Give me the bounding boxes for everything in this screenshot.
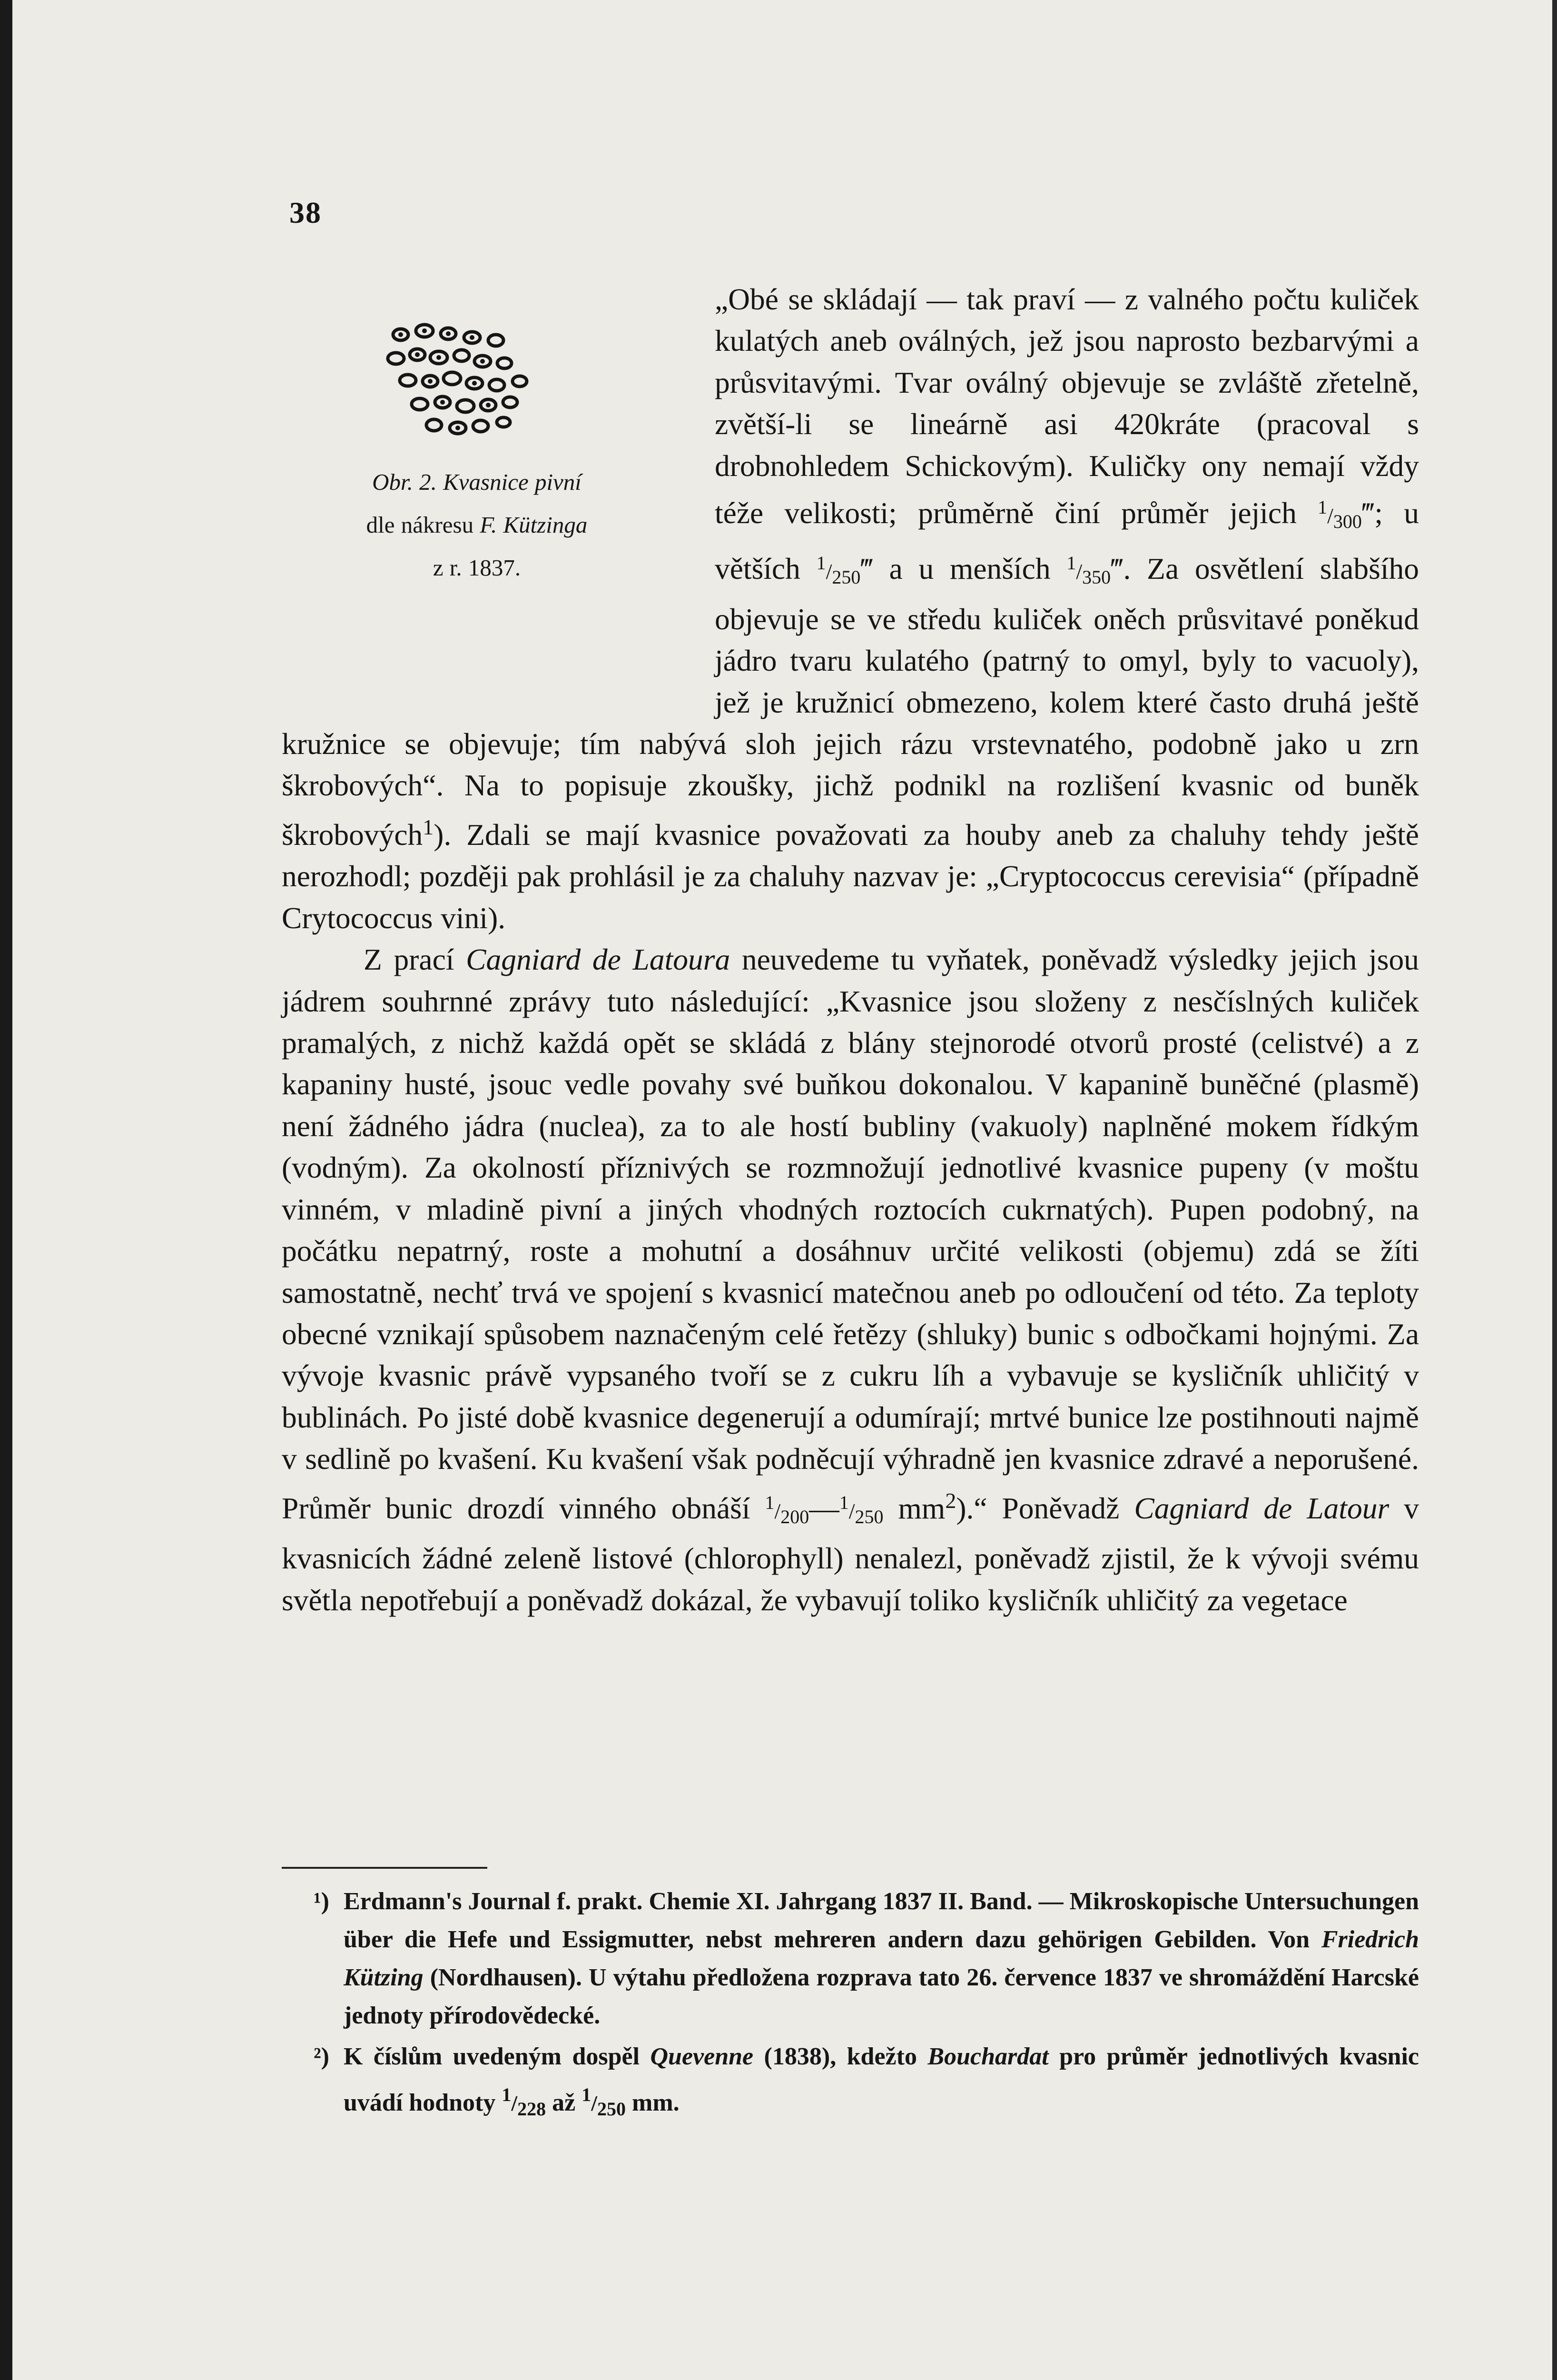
p2-b: neuvedeme tu vyňatek, poněvadž výsledky jejich jsou jádrem souhrnné zprávy tuto následující: „Kvasnice jsou složeny z nesčíslných kuliček pramalých, z nichž každá opět se skládá z blány stejnorodé otvorů prosté (celistvé) a z kapaniny husté, jsouc vedle povahy své buňkou dokonalou. V kapanině buněčné (plasmě) není žádného jádra (nuclea), za to ale hostí bubliny (vakuoly) naplněné mokem řídkým (vodným). Za okolností příznivých se rozmnožují jednotlivé kvasnice pupeny (v moštu vinném, v mladině pivní a jiných vhodných roztocích cukrnatých). Pupen podobný, na počátku nepatrný, roste a mohutní a dosáhnuv určité velikosti (objemu) zdá se žíti samostatně, nechť trvá ve spojení s kvasnicí matečnou aneb po odloučení od této. Za teploty obecné vznikají spůsobem naznačeným celé řetězy (shluky) bunic s odbočkami hojnými. Za vývoje kvasnic právě vypsaného tvoří se z cukru líh a vybavuje se kysličník uhličitý v bublinách. Po jisté době kvasnice degenerují a odumírají; mrtvé bunice lze postihnouti najmě v sedlině po kvašení. Ku kvašení však podněcují výhradně jen kvasnice zdravé a neporušené. Průměr bunic drozdí vinného obnáší	[282, 942, 1419, 1525]
footnote-text: mm.	[626, 2089, 680, 2116]
fraction-denominator: 250	[855, 1506, 884, 1527]
figure-yeast	[272, 320, 696, 692]
footnote-text: K číslům uvedeným dospěl	[344, 2043, 650, 2070]
fraction-denominator: 228	[517, 2098, 546, 2120]
footnote-text: až	[546, 2089, 582, 2116]
footnote-2	[282, 2038, 1419, 2128]
fraction-numerator: 1	[581, 2084, 591, 2105]
fraction-numerator: 1	[765, 1491, 775, 1513]
footnote-mark: ²)	[314, 2043, 329, 2070]
fraction-denominator: 250	[832, 566, 861, 588]
footnote-text: (Nordhausen). U výtahu předložena rozprava tato 26. července 1837 ve shromáždění Harcské jednoty přírodovědecké.	[344, 1964, 1419, 2029]
footnote-ref-2: 2	[945, 1488, 956, 1513]
fraction-numerator: 1	[502, 2084, 512, 2105]
footnote-body	[344, 1883, 1419, 2035]
fraction-numerator: 1	[1318, 496, 1328, 518]
figure-caption	[272, 461, 681, 589]
fraction-numerator: 1	[1066, 552, 1076, 574]
footnote-text: pro průměr jednotlivých kvasnic uvádí hodnoty	[344, 2043, 1419, 2116]
footnote-divider	[282, 1867, 487, 1869]
p1-lead: „Obé se skládají — tak praví — z valného počtu kuliček kulatých aneb oválných, jež jsou naprosto bezbarvými a průsvitavými. Tvar oválný objevuje se zvláště zřetelně, zvětší-li se lineárně asi 420kráte (pracoval s drobnohledem Schickovým). Kuličky ony nemají vždy téže velikosti; průměrně činí průměr jejich	[715, 282, 1419, 530]
footnote-author-name: Friedrich Kützing	[344, 1926, 1419, 1991]
fraction-1-350: $^1/_{350}$	[1066, 552, 1111, 588]
footnote-ref-1: 1	[423, 814, 434, 839]
p2-a: Z prací	[364, 942, 466, 977]
footnotes	[282, 1883, 1419, 2128]
fraction-1-250: $^1/_{250}$	[816, 552, 861, 588]
fraction-denominator: 300	[1333, 511, 1362, 533]
fraction-denominator: 200	[780, 1506, 809, 1527]
p2-unit: mm	[883, 1491, 946, 1525]
footnote-text: (1838), kdežto	[753, 2043, 928, 2070]
fraction-numerator: 1	[839, 1491, 849, 1513]
fraction-1-228: $^1/_{228}$	[502, 2084, 546, 2120]
p2-dash: —	[809, 1491, 839, 1525]
p2-d: v kvasnicích žádné zeleně listové (chlorophyll) nenalezl, poněvadž zjistil, že k vývoji svému světla nepotřebují a poněvadž dokázal, že vybavují toliko kysličník uhličitý za vegetace	[282, 1491, 1419, 1617]
footnote-mark: ¹)	[314, 1888, 329, 1915]
footnote-1	[282, 1883, 1419, 2035]
caption-line2-prefix: dle nákresu	[366, 512, 480, 538]
p1-b: ‴; u větších	[715, 496, 1419, 586]
fraction-1-250-fn: $^1/_{250}$	[581, 2084, 626, 2120]
page-number: 38	[289, 196, 322, 229]
caption-line3: z r. 1837.	[433, 555, 521, 581]
fraction-denominator: 250	[597, 2098, 626, 2120]
paragraph-2	[282, 939, 1419, 1621]
caption-line2-name: F. Kützinga	[480, 512, 588, 538]
footnote-text: Erdmann's Journal f. prakt. Chemie XI. Jahrgang 1837 II. Band. — Mikroskopische Untersuchungen über die Hefe und Essigmutter, nebst mehreren andern dazu gehörigen Gebilden. Von	[344, 1888, 1419, 1953]
p1-c: ‴ a u menších	[860, 552, 1067, 586]
main-text	[282, 278, 1419, 1621]
fraction-1-250-b: $^1/_{250}$	[839, 1491, 884, 1527]
caption-line1: Obr. 2. Kvasnice pivní	[372, 469, 581, 495]
fraction-denominator: 350	[1082, 566, 1111, 588]
author-name-cagniard: Cagniard de Latoura	[466, 942, 730, 977]
author-name-cagniard-2: Cagniard de Latour	[1134, 1491, 1389, 1525]
fraction-1-300: $^1/_{300}$	[1318, 496, 1362, 533]
footnote-author-name: Bouchardat	[927, 2043, 1049, 2070]
yeast-cells-illustration	[382, 320, 572, 444]
p1-d: ‴. Za osvětlení slabšího objevuje se ve středu kuliček oněch průsvitavé poněkud jádro tvaru kulatého (patrný to omyl, byly to vacuoly), jež je kružnicí obmezeno, kolem které často druhá ještě kružnice se objevuje; tím nabývá sloh jejich rázu vrstevnatého, podobně jako u zrn škrobových“. Na to popisuje zkoušky, jichž podnikl na rozlišení kvasnic od buněk škrobových	[282, 552, 1419, 852]
footnote-body	[344, 2038, 1419, 2128]
footnote-author-name: Quevenne	[650, 2043, 754, 2070]
fraction-numerator: 1	[816, 552, 826, 574]
fraction-1-200: $^1/_{200}$	[765, 1491, 809, 1527]
p1-e: ). Zdali se mají kvasnice považovati za houby aneb za chaluhy tehdy ještě nerozhodl; později pak prohlásil je za chaluhy nazvav je: „Cryptococcus cerevisia“ (případně Crytococcus vini).	[282, 818, 1419, 935]
p2-c: ).“ Poněvadž	[956, 1491, 1134, 1525]
